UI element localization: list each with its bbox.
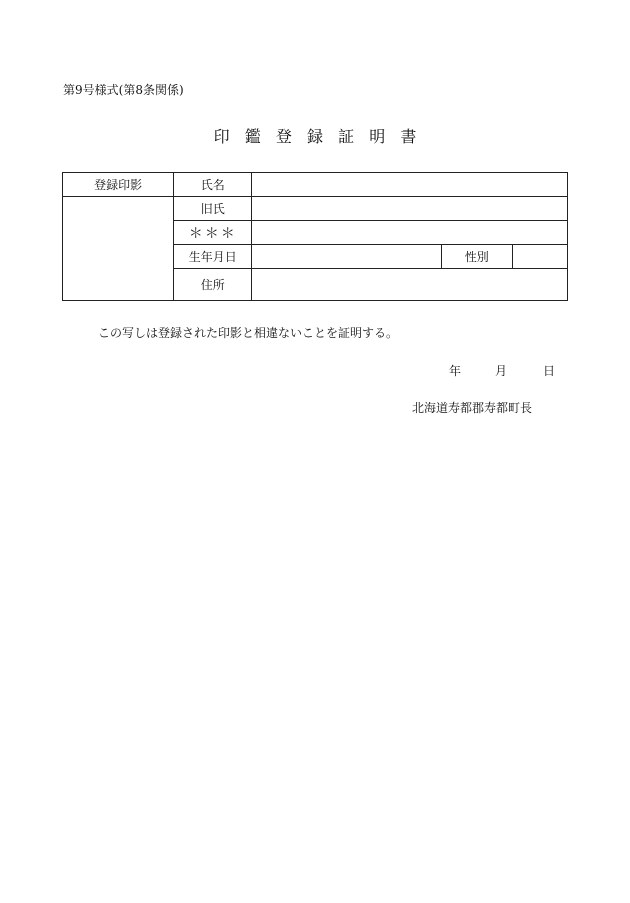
gender-label: 性別 xyxy=(441,245,512,269)
birth-date-label: 生年月日 xyxy=(174,245,252,269)
former-name-field[interactable] xyxy=(252,197,568,221)
former-name-label: 旧氏 xyxy=(174,197,252,221)
masked-label: ＊＊＊ xyxy=(174,221,252,245)
year-label: 年 xyxy=(449,364,462,378)
title-char: 登 xyxy=(275,127,292,146)
gender-field[interactable] xyxy=(512,245,567,269)
name-label: 氏名 xyxy=(174,173,252,197)
title-char: 書 xyxy=(400,127,417,146)
title-char: 鑑 xyxy=(244,127,261,146)
title-char: 証 xyxy=(338,127,355,146)
certification-statement: この写しは登録された印影と相違ないことを証明する。 xyxy=(98,326,399,340)
title-char: 録 xyxy=(306,127,323,146)
certificate-table xyxy=(62,172,568,301)
issuer-name: 北海道寿都郡寿都町長 xyxy=(412,401,533,415)
day-label: 日 xyxy=(543,364,556,378)
month-label: 月 xyxy=(495,364,508,378)
address-field[interactable] xyxy=(252,269,568,301)
form-number: 第9号様式(第8条関係) xyxy=(63,83,184,97)
document-title xyxy=(0,124,630,147)
address-label: 住所 xyxy=(174,269,252,301)
title-char: 印 xyxy=(213,127,230,146)
masked-field[interactable] xyxy=(252,221,568,245)
birth-date-field[interactable] xyxy=(252,245,441,269)
registered-seal-label: 登録印影 xyxy=(63,173,174,197)
title-char: 明 xyxy=(369,127,386,146)
name-field[interactable] xyxy=(252,173,568,197)
seal-impression-area[interactable] xyxy=(63,197,174,301)
